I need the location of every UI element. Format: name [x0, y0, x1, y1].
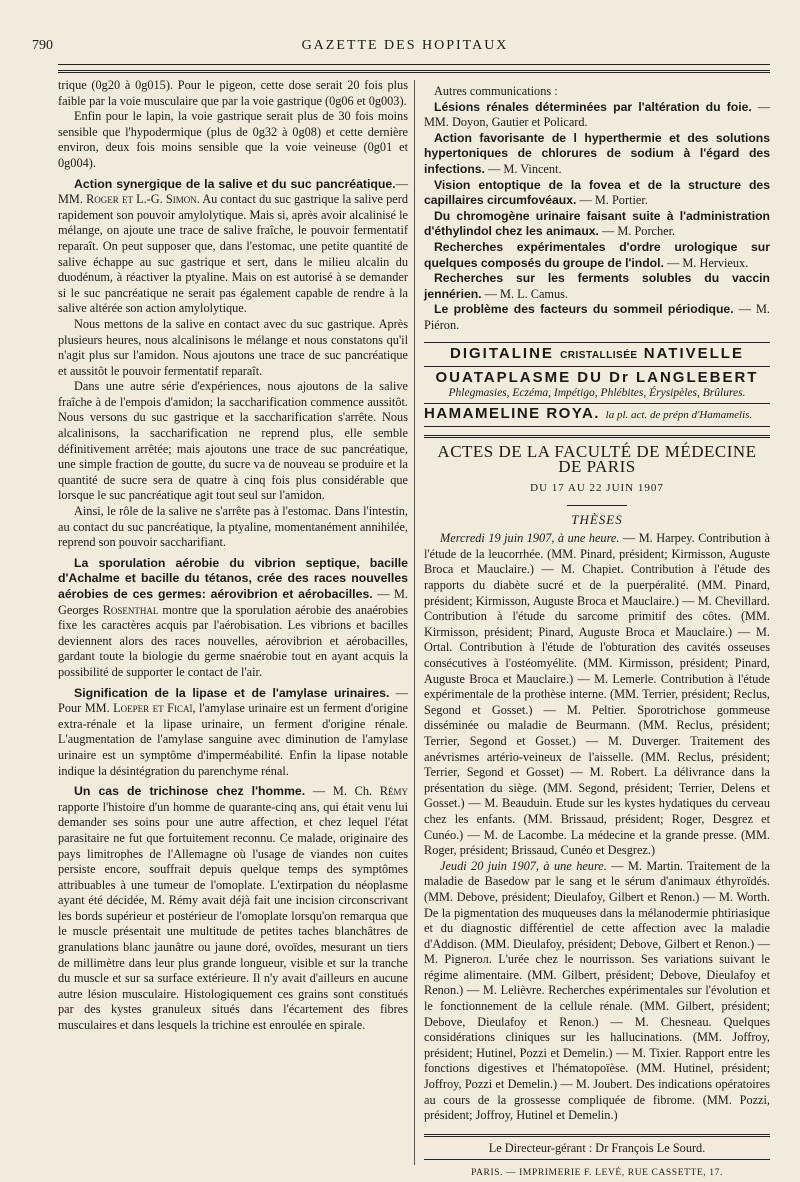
- divider: [424, 1159, 770, 1160]
- paragraph: Ainsi, le rôle de la salive ne s'arrête pas à l'estomac. Dans l'intestin, au contact du suc pancréatique, la ptyaline, momentanément annihilée, reprend son pouvoir saccharifiant.: [58, 504, 408, 550]
- ad-digitaline: DIGITALINE CRISTALLISÉE NATIVELLE: [450, 344, 744, 362]
- communication-item: Lésions rénales déterminées par l'altération du foie. — MM. Doyon, Gautier et Policard.: [424, 99, 770, 130]
- section-title: Signification de la lipase et de l'amylase urinaires.: [74, 685, 390, 700]
- section-title: Un cas de trichinose chez l'homme.: [74, 784, 306, 799]
- header-double-rule: [58, 70, 770, 73]
- divider: [424, 342, 770, 343]
- section-title: Action synergique de la salive et du suc pancréatique.: [74, 176, 396, 191]
- other-communications: [424, 84, 770, 334]
- actes-title: ACTES DE LA FACULTÉ DE MÉDECINE DE PARIS: [437, 441, 757, 477]
- communication-item: Le problème des facteurs du sommeil périodique. — M. Piéron.: [424, 302, 770, 332]
- authors: Loeper et Ficaï,: [113, 701, 196, 716]
- paragraph: Nous mettons de la salive en contact avec du suc gastrique. Après plusieurs heures, nous alcalinisons le mélange et nous constatons qu'il n'agit plus sur l'amidon. Nous ajoutons une trace de suc pancréatique et aussitôt le pouvoir fermentatif reparaît.: [58, 316, 408, 378]
- section-trichinose: Un cas de trichinose chez l'homme. — M. Ch. Rémy rapporte l'histoire d'un homme de quarante-cinq ans, qui était venu lui demander ses soins pour une autre affection, et chez lequel l'état parasitaire ne fut que fortuitement reconnu. Ce malade, originaire des pays limitrophes de l'Allemagne où l'usage de viandes non cuites persiste encore, souffrait depuis quelque temps des symptômes attribuables à une tumeur de l'omoplate. L'extirpation du néoplasme ayant été décidée, M. Rémy avait déjà fait une incision circonscrivant les bords supérieur et postérieur de l'omoplate lorsqu'on remarqua que le muscle présentait une multitude de petites taches blanchâtres de granulations blanc jaunâtre ou jaune doré, ovoïdes, mesurant un tiers de millimètre dans leur plus grande longueur, visible et sur la tranche du muscle et sur sa surface extérieure. Il n'y avait d'ailleurs en aucune autre lésion musculaire. Histologiquement ces grains sont constitués par des kystes granuleux situés dans l'écartement des fibres musculaires et dans lesquels la trichine est enroulée en spirale.: [58, 784, 408, 1033]
- paragraph: trique (0g20 à 0g015). Pour le pigeon, cette dose serait 20 fois plus faible par la voie musculaire que par la voie gastrique (0g06 et 0g003).: [58, 78, 408, 108]
- ad-hamameline: HAMAMELINE ROYA. la pl. act. de prépn d'Hamamelis.: [424, 403, 770, 427]
- theses-thursday: Jeudi 20 juin 1907, à une heure. — M. Martin. Traitement de la maladie de Basedow par le sang et le sérum d'animaux éthyroïdés. (MM. Debove, président; Dieulafoy, Gilbert et Renon.) — M. Worth. De la pigmentation des muqueuses dans la mélanodermie phtiriasique et du diagnostic différentiel de cette affection avec la maladie d'Addison. (MM. Dieulafoy, président; Debove, Gilbert et Renon.) — M. Pigneroл. L'urée chez le nourrisson. Ses variations suivant le régime alimentaire. (MM. Gilbert, président; Debove, Dieulafoy et Renon.) — M. Lelièvre. Recherches expérimentales sur l'évolution et le fonctionnement de la cellule rénale. (MM. Gilbert, président; Debove, Dieulafoy et Renon.) — M. Chesneau. Quelques considérations cliniques sur les hallucinations. (MM. Joffroy, président; Hutinel, Pozzi et Demelin.) — M. Tixier. Rapport entre les fonctions digestives et l'hématopoïèse. (MM. Hutinel, président; Joffroy, Pozzi et Demelin.) — M. Joubert. Des indications opératoires au cours de la grossesse compliquée de fibrome. (MM. Pozzi, président; Joffroy, Hutinel et Demelin.): [424, 858, 770, 1123]
- communications-intro: Autres communications :: [434, 84, 558, 98]
- section-lipase: Signification de la lipase et de l'amylase urinaires. — Pour MM. Loeper et Ficaï, l'amylase urinaire est un ferment d'origine extra-rénale et la lipase urinaire, un ferment d'origine rénale. L'augmentation de l'amylase sanguine avec diminution de l'amylase urinaire est un symptôme d'imperméabilité. Enfin la lipase notable indique la désintégration du parenchyme rénal.: [58, 685, 409, 778]
- short-rule: [567, 505, 627, 506]
- page-number: 790: [32, 38, 53, 53]
- right-column: [424, 84, 770, 1182]
- authors: Rémy: [379, 784, 408, 799]
- paragraph: Enfin pour le lapin, la voie gastrique serait plus de 30 fois moins sensible que l'hypodermique (plus de 0g32 à 0g08) et cette dernière environ, deux fois moins sensible que la voie veineuse (0g01 et 0g004).: [58, 109, 408, 170]
- section-title: La sporulation aérobie du vibrion septique, bacille d'Achalme et bacille du tétanos, crée des races nouvelles aérobies de ces germes: aérovibrion et aérobacilles.: [58, 555, 408, 601]
- divider: [424, 366, 770, 367]
- section-synergie: Action synergique de la salive et du suc pancréatique.— MM. Roger et L.-G. Simon. Au contact du suc gastrique la salive perd rapidement son pouvoir amylolytique. Mais si, après avoir alcalinisé le mélange, on ajoute une trace de salive fraîche, le pouvoir fermentatif reparaît. On peut supposer que, dans l'estomac, une petite quantité de salive échappe au suc gastrique et sert, dans le milieu alcalin du duodénum, à réactiver la ptyaline. Mais on est autorisé à se demander si le suc pancréatique ne serait pas également capable de rendre à la salive altérée son action amylolytique.: [58, 176, 408, 316]
- column-divider: [414, 80, 415, 1165]
- director-line: Le Directeur-gérant : Dr François Le Sourd.: [488, 1140, 706, 1155]
- divider: [424, 1134, 770, 1137]
- communication-item: Recherches expérimentales d'ordre urologique sur quelques composés du groupe de l'indol. — M. Hervieux.: [424, 239, 770, 270]
- running-title: GAZETTE DES HOPITAUX: [301, 38, 509, 53]
- authors: Rosenthal: [102, 602, 159, 617]
- printer-line: PARIS. — IMPRIMERIE F. LEVÉ, RUE CASSETTE, 17.: [471, 1168, 723, 1179]
- ad-ouataplasme: OUATAPLASME DU Dr LANGLEBERT: [435, 369, 759, 387]
- section-sporulation: La sporulation aérobie du vibrion septique, bacille d'Achalme et bacille du tétanos, crée des races nouvelles aérobies de ces germes: aérovibrion et aérobacilles. — M. Georges Rosenthal montre que la sporulation aérobie des anaérobies fixe les caractères acquis par l'aérobisation. Les vibrions et bacilles deviennent alors des races nouvelles, aérovibrion et aérobacilles, gardant toute la biologie du germe snaérobie tout en ayant acquis la possibilité de supporter le contact de l'air.: [58, 555, 408, 679]
- divider: [424, 435, 770, 438]
- page-header: [32, 38, 778, 62]
- paragraph: Dans une autre série d'expériences, nous ajoutons de la salive fraîche à de l'empois d'amidon; la saccharification commence aussitôt. Nous versons du suc gastrique et la saccharification s'arrête. Nous alcalinisons, la saccharification ne reprend plus, elle semble définitivement arrêtée; mais ajoutons une trace de suc pancréatique, une simple fraction de goutte, du sucre va de nouveau se produire et la quantité de sucre sera de quatre à cinq fois plus considérable que lorsque le suc pancréatique agit tout seul sur l'amidon.: [58, 379, 408, 503]
- theses-wednesday: Mercredi 19 juin 1907, à une heure. — M. Harpey. Contribution à l'étude de la leucorrhée. (MM. Pinard, président; Kirmisson, Auguste Broca et Mauclaire.) — M. Chapiet. Contribution à l'étude des rapports du diabète sucré et de la puerpéralité. (MM. Pinard, président; Kirmisson, Auguste Broca et Mauclaire.) — M. Chevillard. Contribution à l'étude du sarcome primitif des côtes. (MM. Kirmisson, président; Pinard, Auguste Broca et Mauclaire.) — M. Ortal. Contribution à l'étude de l'obturation des cavités osseuses consécutives à l'ostéomyélite. (MM. Kirmisson, président; Pinard, Auguste Broca et Mauclaire.) — M. Lemerle. Contribution à l'étude expérimentale de la prothèse interne. (MM. Terrier, président; Reclus, Segond et Gosset.) — M. Peltier. Sporotrichose gommeuse disséminée ou maladie de Beurmann. (MM. Reclus, président; Terrier, Segond et Gosset.) — M. Duverger. Traitement des anévrismes artério-veineux de l'aisselle. (MM. Reclus, président; Terrier, Segond et Gosset) — M. Robert. La délivrance dans la présentation du siège. (MM. Segond, président; Terrier, Delens et Gosset.) — M. Beauduin. Etude sur les kystes hydatiques du cerveau chez les enfants. (MM. Brissaud, président; Roger, Desgrez et Cunéo.) — M. de Lacombe. La médecine et la grande presse. (MM. Roger, président; Brissaud, Cunéo et Desgrez.): [424, 531, 770, 858]
- communication-item: Vision entoptique de la fovea et de la structure des capillaires circumfovéaux. — M. Portier.: [424, 177, 770, 208]
- communication-item: Du chromogène urinaire faisant suite à l'administration d'éthylindol chez les animaux. — M. Porcher.: [424, 208, 770, 239]
- authors: Roger et L.-G. Simon.: [86, 192, 200, 207]
- theses-heading: THÈSES: [571, 511, 623, 527]
- left-column: [58, 78, 408, 1034]
- actes-dates: DU 17 AU 22 JUIN 1907: [530, 482, 664, 495]
- communication-item: Action favorisante de l hyperthermie et des solutions hypertoniques de chlorures de sodium à l'égard des infections. — M. Vincent.: [424, 130, 770, 176]
- communication-item: Recherches sur les ferments solubles du vaccin jennérien. — M. L. Camus.: [424, 271, 770, 301]
- header-rule: [58, 64, 770, 65]
- ad-ouataplasme-subtitle: Phlegmasies, Eczéma, Impétigo, Phlébites, Érysipèles, Brûlures.: [448, 386, 746, 399]
